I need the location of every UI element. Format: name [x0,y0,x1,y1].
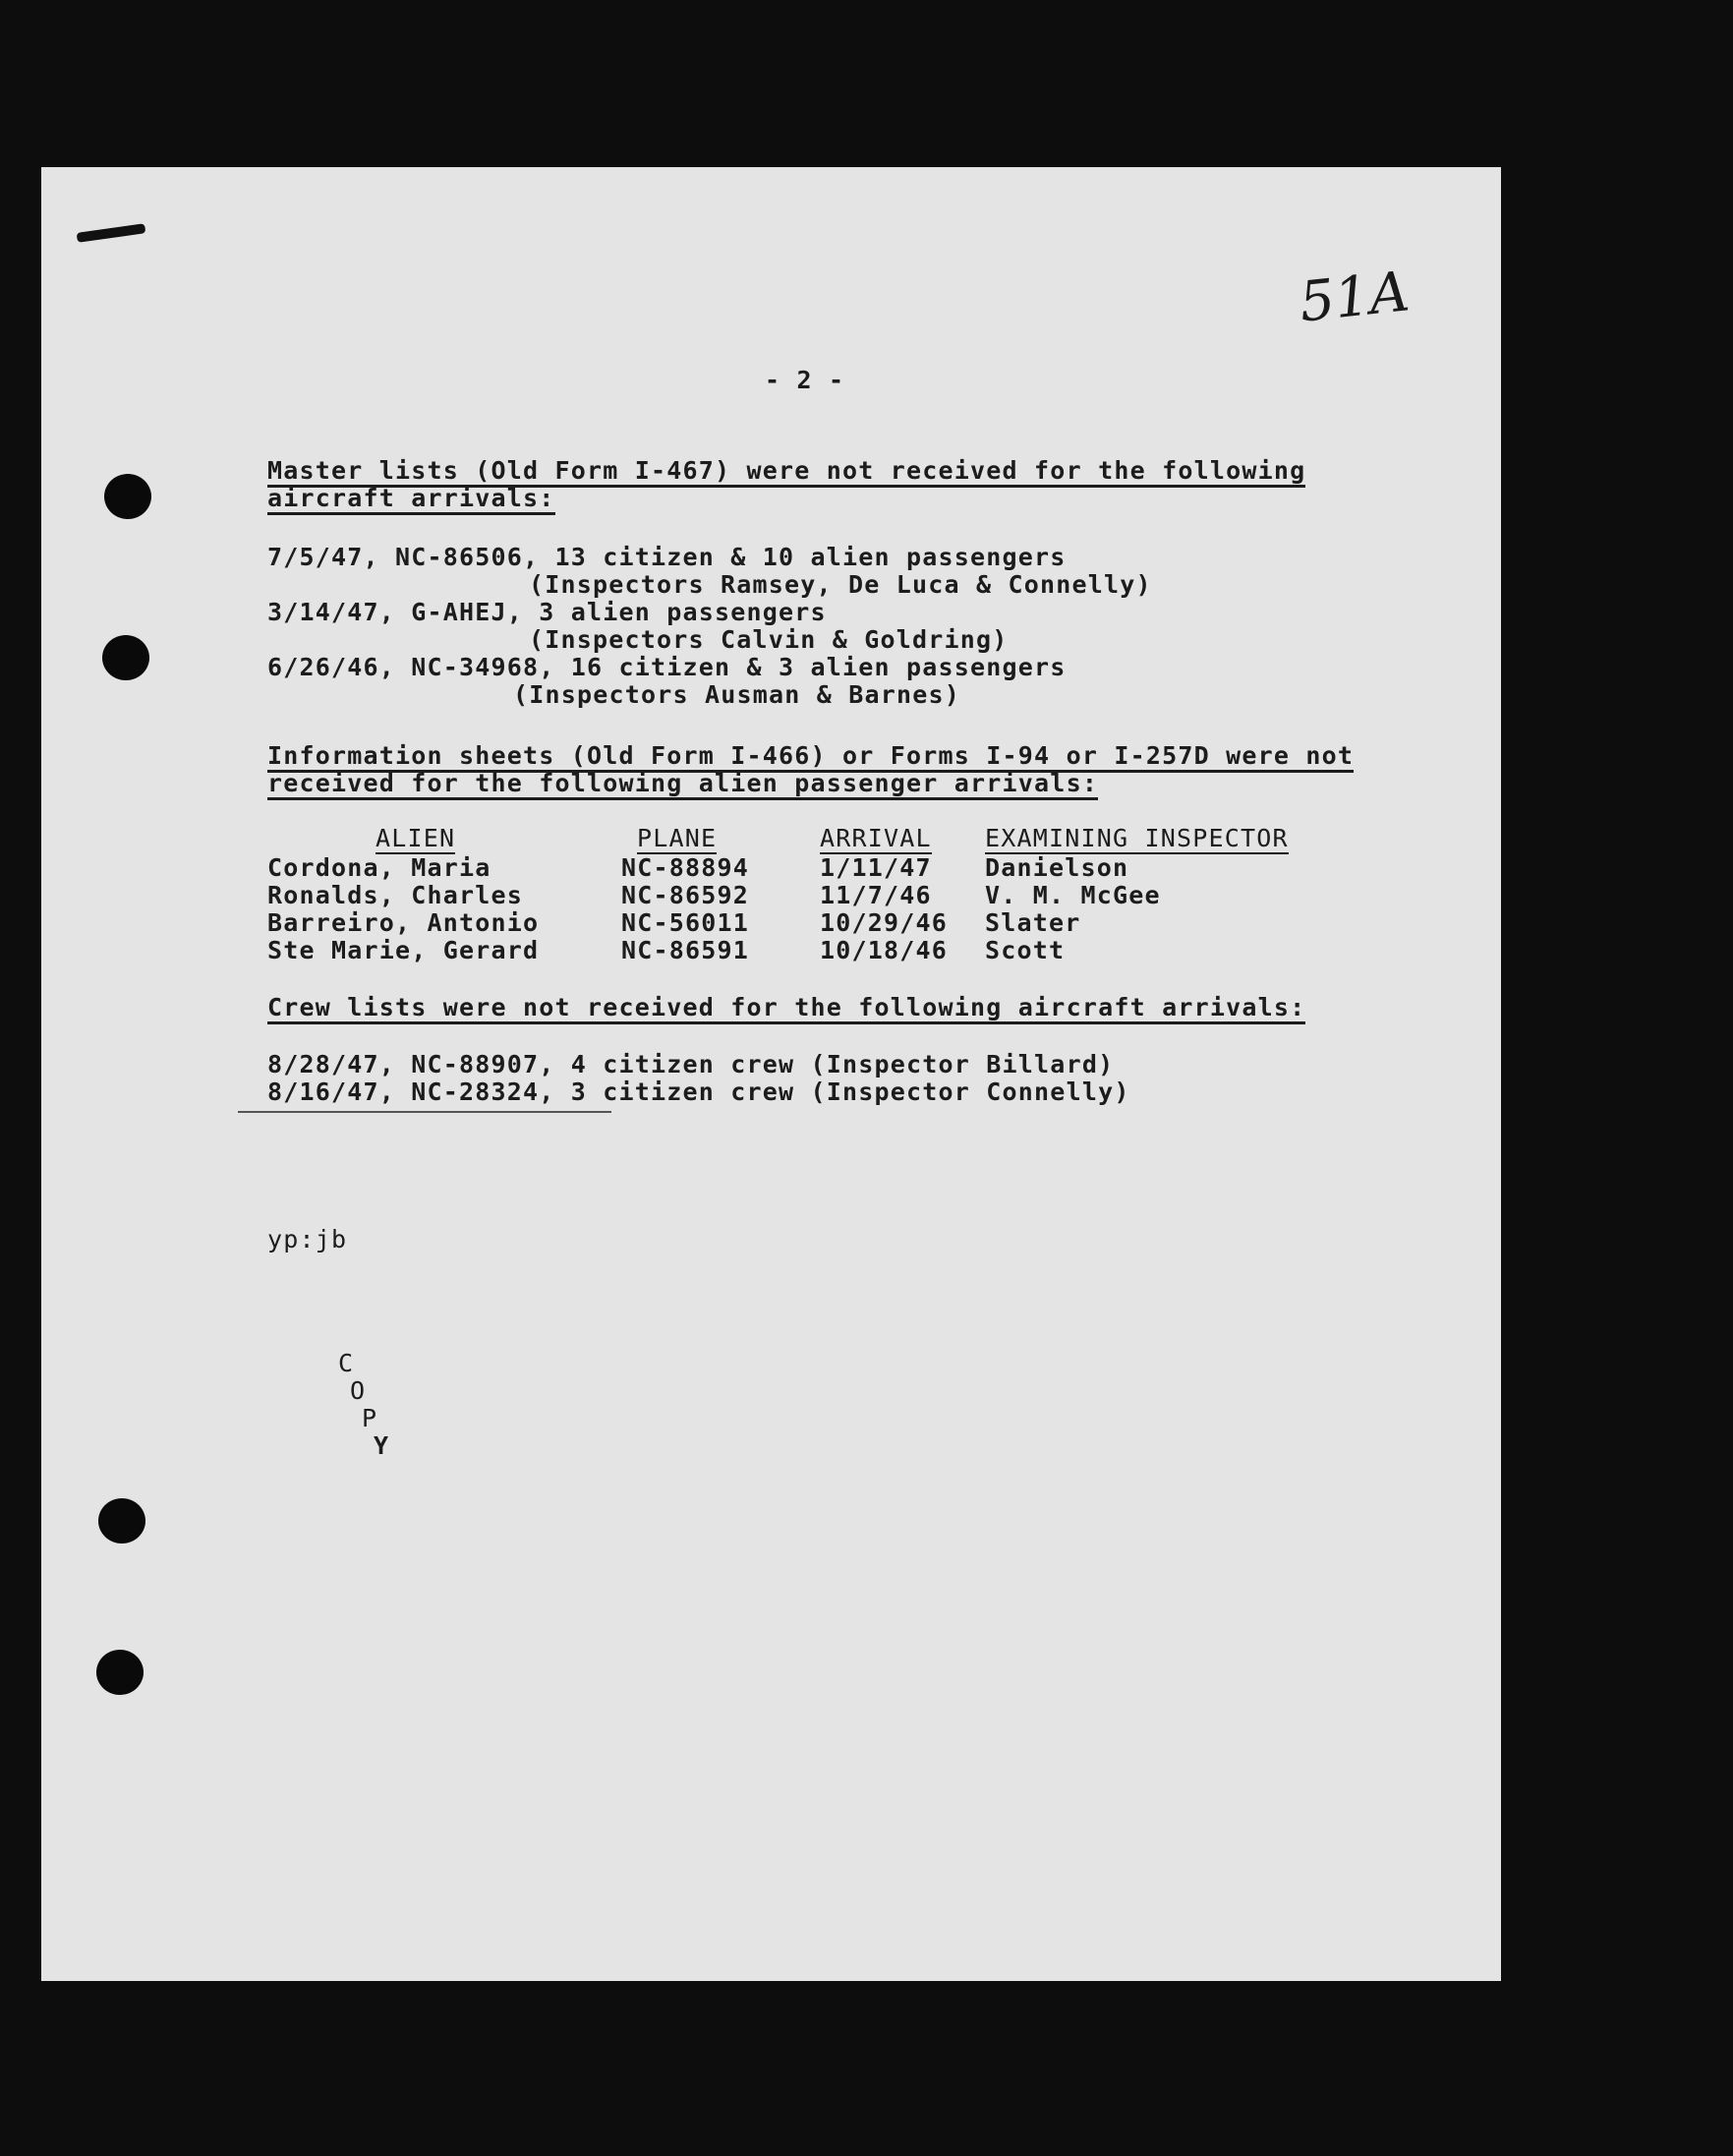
master-heading-2: aircraft arrivals: [267,484,555,515]
master-entry: 3/14/47, G-AHEJ, 3 alien passengers [267,598,827,626]
master-entry-inspectors: (Inspectors Calvin & Goldring) [529,625,1009,654]
info-heading-1: Information sheets (Old Form I-466) or Forms I-94 or I-257D were not [267,741,1354,773]
crew-heading: Crew lists were not received for the following aircraft arrivals: [267,993,1305,1024]
handwritten-annotation: 51A [1296,260,1413,335]
cell-alien: Barreiro, Antonio [267,908,540,937]
cell-inspector: V. M. McGee [985,881,1161,909]
column-header-inspector: EXAMINING INSPECTOR [985,824,1289,852]
master-entry-inspectors: (Inspectors Ramsey, De Luca & Connelly) [529,570,1152,599]
punch-hole [102,635,149,680]
cell-plane: NC-88894 [621,853,750,882]
page-number: - 2 - [765,366,845,394]
cell-plane: NC-56011 [621,908,750,937]
column-header-arrival: ARRIVAL [820,824,932,852]
cell-alien: Ste Marie, Gerard [267,936,540,964]
copy-letter: C [338,1349,355,1377]
document-page [41,167,1501,1981]
master-entry: 6/26/46, NC-34968, 16 citizen & 3 alien passengers [267,653,1067,681]
copy-letter: Y [374,1431,390,1460]
cell-alien: Ronalds, Charles [267,881,524,909]
cell-inspector: Slater [985,908,1081,937]
cell-alien: Cordona, Maria [267,853,491,882]
typist-initials: yp:jb [267,1225,348,1253]
info-heading-2: received for the following alien passenger arrivals: [267,769,1098,800]
master-heading-1: Master lists (Old Form I-467) were not received for the following [267,456,1305,488]
cell-inspector: Scott [985,936,1066,964]
ink-mark [77,223,146,243]
crew-entry: 8/28/47, NC-88907, 4 citizen crew (Inspector Billard) [267,1050,1115,1078]
punch-hole [98,1498,145,1544]
divider-line [238,1111,611,1113]
copy-letter: O [350,1376,367,1405]
cell-plane: NC-86591 [621,936,750,964]
copy-letter: P [362,1404,378,1432]
cell-arrival: 10/29/46 [820,908,949,937]
cell-arrival: 10/18/46 [820,936,949,964]
punch-hole [104,474,151,519]
cell-arrival: 1/11/47 [820,853,932,882]
cell-plane: NC-86592 [621,881,750,909]
crew-entry: 8/16/47, NC-28324, 3 citizen crew (Inspector Connelly) [267,1078,1130,1106]
punch-hole [96,1650,144,1695]
cell-arrival: 11/7/46 [820,881,932,909]
column-header-alien: ALIEN [375,824,456,852]
cell-inspector: Danielson [985,853,1129,882]
column-header-plane: PLANE [637,824,718,852]
master-entry: 7/5/47, NC-86506, 13 citizen & 10 alien passengers [267,543,1067,571]
master-entry-inspectors: (Inspectors Ausman & Barnes) [513,680,961,709]
